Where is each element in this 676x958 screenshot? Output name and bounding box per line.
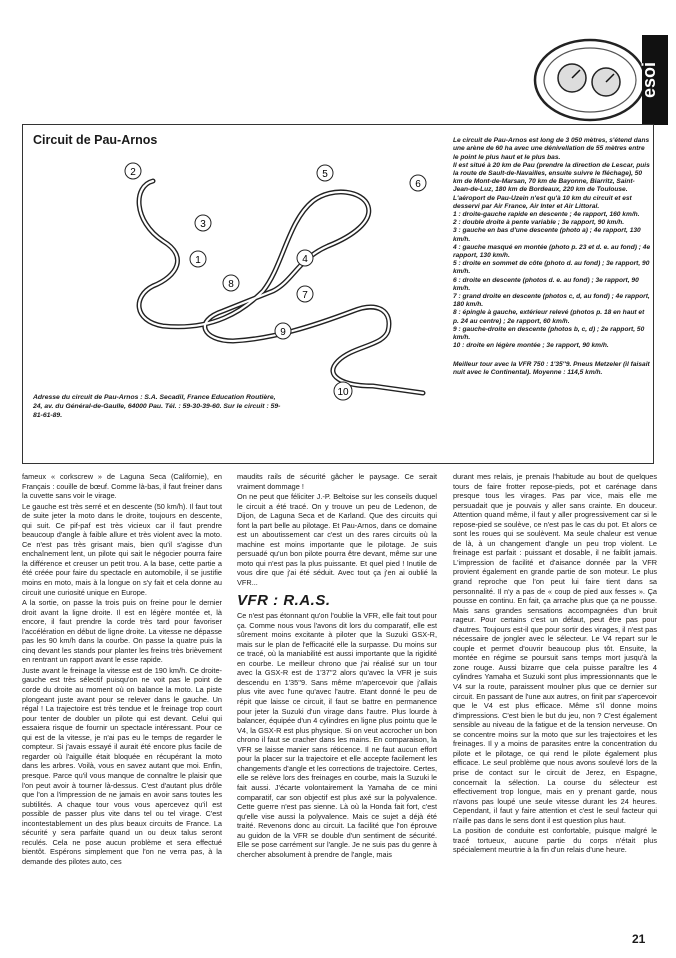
turn-marker-2	[125, 163, 141, 179]
page-number: 21	[632, 932, 646, 946]
svg-text:4: 4	[302, 254, 308, 265]
turn-marker-6	[410, 175, 426, 191]
paragraph: La position de conduite est confortable, puisque malgré le tracé tortueux, aucune partie du corps n'était plus spécialement meurtrie à la fin d'un relais d'une heure.	[453, 826, 657, 855]
turn-marker-4	[297, 250, 313, 266]
turn-marker-3	[195, 215, 211, 231]
logo-text: esoi	[639, 61, 659, 99]
turn-marker-1	[190, 251, 206, 267]
track-map	[93, 161, 463, 411]
turn-marker-7	[297, 286, 313, 302]
svg-text:2: 2	[130, 167, 136, 178]
best-lap: Meilleur tour avec la VFR 750 : 1'35''9. Pneus Metzeler (il faisait nuit avec le Continental). Moyenne : 114,5 km/h.	[453, 360, 650, 376]
svg-text:3: 3	[200, 219, 206, 230]
turn-marker-8	[223, 275, 239, 291]
svg-text:8: 8	[228, 279, 234, 290]
turn-marker-5	[317, 165, 333, 181]
svg-text:6: 6	[415, 179, 421, 190]
svg-text:1: 1	[195, 255, 201, 266]
svg-text:9: 9	[280, 327, 286, 338]
circuit-address: Adresse du circuit de Pau-Arnos : S.A. Secadil, France Education Routière, 24, av. du Général-de-Gaulle, 64000 Pau. Tél. : 59-30-39-60. Sur le circuit : 59-81-61-89.	[33, 394, 281, 419]
paragraph: fameux « corkscrew » de Laguna Seca (Californie), en Français : couille de bœuf. Comme là-bas, il faut freiner dans la cuvette sans voir le virage.	[22, 472, 222, 501]
turn-marker-9	[275, 323, 291, 339]
paragraph: Ce n'est pas étonnant qu'on l'oublie la VFR, elle fait tout pour ça. Comme nous vous l'avons dit lors du comparatif, elle est sûrement moins excitante à piloter que la Suzuki GSX-R, mais sur le plan de l'efficacité elle la surpasse. Du moins sur ce tracé, où la maniabilité est aussi importante que la rigidité en courbe. Le meilleur chrono que j'ai réalisé sur un tour avec la GSX-R est de 1'37''2 alors qu'avec la VFR je suis descendu en 1'35''9. Sans même m'apercevoir que j'allais plus vite avec l'une qu'avec l'autre. Etant donné le peu de répit que laisse ce circuit, il faut se battre en permanence pour jeter la Suzuki d'un virage dans l'autre. Plus lourde à balancer, équipée d'un 4 cylindres en ligne plus pointu que le V4, la GSX-R est plus physique. Si on veut accrocher un bon chrono il faut se cracher dans les mains. En comparaison, la VFR se laisse manier sans réticence. Il ne faut aucun effort pour la placer sur la trajectoire et elle accepte facilement les changements d'angle et les corrections de trajectoire. Certes, elle se relève lors des freinages en courbe, mais la Suzuki le fait aussi. J'écarte volontairement la Yamaha de ce mini comparatif, car son objectif est plus axé sur la polyvalence. Cette guerre n'est pas sienne. Là où la Honda fait fort, c'est qu'elle vise aussi la polyvalence. Mais ce sujet a déjà été traité. Revenons donc au circuit. La facilité que l'on éprouve au guidon de la VFR se double d'un sentiment de sécurité. Elle se pose carrément sur l'angle. Je ne suis pas du genre à chercher absolument à prendre de l'angle, mais	[237, 611, 437, 859]
paragraph: A la sortie, on passe la trois puis on freine pour le dernier droit avant la ligne droite. Il est en légère montée et, là encore, il faut prendre la corde très tard pour favoriser l'accélération en début de ligne droite. La vitesse ne dépasse pas les 90 km/h dans la courbe. On passe la quatre puis la cinq devant les stands pour planter les freins très brièvement en rentrant un rapport avant le esse rapide.	[22, 598, 222, 665]
article-column-3	[453, 472, 657, 856]
paragraph: On ne peut que féliciter J.-P. Beltoise sur les conseils duquel le circuit a été tracé. On y trouve un peu de Ledenon, de Dijon, de Laguna Seca et de Karland. Que des circuits qui font la part belle au pilotage. Et Pau-Arnos, dans ce domaine est un aboutissement car c'est un des rares circuits où la machine est moins importante que le pilotage. Je suis persuadé qu'un bon pilote pourra être devant, même sur une moto qui n'est pas la plus puissante. Et quel pied ! Inutile de vous dire que j'ai été séduit. Avec tout ça j'en ai oublié la VFR...	[237, 492, 437, 588]
section-title: VFR : R.A.S.	[237, 591, 331, 609]
paragraph: Le gauche est très serré et en descente (50 km/h). Il faut tout de suite jeter la moto dans le droite, toujours en descente, qui suit. Ce pif-paf est très vicieux car il faut prendre beaucoup d'angle à faible allure et très violent avec la moto. Ce n'est pas très grisant mais, bien qu'il s'agisse d'un enchaînement lent, un pilote qui sait le négocier pourra faire la différence et creuser un petit trou. A la base, cette partie a été créée pour faire du spectacle en automobile, il se justifie moins en moto, mais à la longue on s'y fait et cela donne au circuit une curiosité unique en Europe.	[22, 501, 222, 597]
paragraph: maudits rails de sécurité gâcher le paysage. Ce serait vraiment dommage !	[237, 472, 437, 491]
article-column-1	[22, 472, 222, 867]
gauge-photo-icon	[520, 30, 670, 130]
magazine-logo	[520, 30, 670, 130]
svg-text:10: 10	[337, 387, 349, 398]
turn-marker-10	[334, 382, 352, 400]
article-column-2	[237, 472, 437, 860]
circuit-title: Circuit de Pau-Arnos	[33, 133, 158, 147]
paragraph: Juste avant le freinage la vitesse est de 190 km/h. Ce droite-gauche est très sélectif puisqu'on ne voit pas le point de corde du droite au moment où on balance la moto. La piste plongeant juste avant pour se relever dans le gauche. Un régal ! La trajectoire est très tendue et le freinage trop court pour tenter de doubler un pilote qui est devant. Celui qui essaiera risque de fournir un spectacle intéressant. Pour ce qui est de la vitesse, je n'ai pas eu le temps de regarder le compteur. Si j'avais essayé il aurait été encore plus facile de regarder où l'aiguille était bloquée en récupérant la moto dans les arbres. Voilà, vous en savez autant que moi. Enfin, presque. Parce qu'il vous manque de connaître le plaisir que l'on peut avoir à tourner là-dessus. C'est d'autant plus drôle que l'on a l'impression de ne jamais en avoir sans toutes les subtilités. A chaque tour vous vous apercevez qu'il est possible de passer plus vite dans tel ou tel virage. C'est incontestablement un des plus beaux circuits de France. La sécurité y sera parfaite quand un ou deux talus seront reculés. Cela ne pose aucun problème et sera effectué bientôt. Espérons simplement que l'on ne verra pas, à la demande des pilotes auto, ces	[22, 665, 222, 866]
svg-text:7: 7	[302, 290, 308, 301]
circuit-panel	[22, 124, 654, 464]
svg-text:5: 5	[322, 169, 328, 180]
circuit-description: Le circuit de Pau-Arnos est long de 3 050 mètres, s'étend dans une arène de 60 ha avec une dénivellation de 55 mètres entre le point le plus haut et le plus bas. Il est situé à 20 km de Pau (prendre la direction de Lescar, puis la route de Sault-de-Navailles, ensuite suivre le fléchage), 50 km de Mont-de-Marsan, 70 km de Bayonne, Biarritz, Saint-Jean-de-Luz, 180 km de Bordeaux, 220 km de Toulouse. L'aéroport de Pau-Uzein n'est qu'à 10 km du circuit et est desservi par Air France, Air Inter et Air Littoral. 1 : droite-gauche rapide en descente ; 4e rapport, 160 km/h. 2 : double droite à pente variable ; 3e rapport, 90 km/h. 3 : gauche en bas d'une descente (photo a) ; 4e rapport, 130 km/h. 4 : gauche masqué en montée (photo p. 23 et d. e. au fond) ; 4e rapport, 130 km/h. 5 : droite en sommet de côte (photo d. au fond) ; 3e rapport, 90 km/h. 6 : droite en descente (photos d. e. au fond) ; 3e rapport, 90 km/h. 7 : grand droite en descente (photos c, d, au fond) ; 4e rapport, 180 km/h. 8 : épingle à gauche, extérieur relevé (photos p. 18 en haut et p. 24 au centre) ; 2e rapport, 60 km/h. 9 : gauche-droite en descente (photos b, c, d) ; 2e rapport, 50 km/h. 10 : droite en légère montée ; 3e rapport, 90 km/h.	[453, 137, 651, 350]
circuit-info	[453, 129, 651, 385]
paragraph: durant mes relais, je prenais l'habitude au bout de quelques tours de faire frotter repose-pieds, pot et carénage dans presque tous les virages. Pas par vice, mais elle me persuadait que je pouvais y aller sans crainte. En douceur. Attention quand même, il faut y aller progressivement car si le repose-pied se soulève, ce n'est pas le cas du pot. Et alors ce sont les roues qui se soulèvent. Ma seule chaleur est venue de là, à un changement d'angle un peu trop violent. Le freinage est parfait : puissant et dosable, il ne faiblit jamais. L'impression de facilité et d'aisance donnée par la VFR provient également en grande partie de son moteur. Le plus grand reproche que l'on peut lui faire tient dans sa personnalité. Il n'y a pas de « coup de pied aux fesses ». Ça pousse en continu. En fait, ça arrache plus que ça ne pousse. Mais sans grandes sensations accompagnées d'un bruit rageur. Pour certains c'est un défaut, peut être pas pour d'autres. Toujours est-il que pour sortir des virages, il n'est pas nécessaire de jongler avec le sélecteur. Le V4 repart sur le couple et permet d'ouvrir beaucoup plus tôt. Ensuite, la montée en régime se poursuit sans temps mort jusqu'à la zone rouge. Aussi bizarre que cela puisse paraître les 4 cylindres Yamaha et Suzuki sont plus impressionnants que le V4 sur la route, paraissent moulner plus que ce dernier sur circuit. En passant de l'une aux autres, on finit par s'apercevoir que le V4 est plus efficace. Même s'il donne moins d'impressions. C'est bien le but du jeu, non ? C'est également sensible au niveau de la fatigue et de la tension nerveuse. On se concentre moins sur la moto que sur les trajectoires et les freinages. Il y a moins de parasites entre la concentration du pilote et le pilotage, ce qui rend le pilote également plus efficace. Le seul problème que nous avons soulevé lors de la prise de contact sur le circuit de Jerez, en Espagne, concernait la sélection. La course du sélecteur est effectivement trop longue, mais en y prenant garde, nous n'avons pas loupé une seule vitesse durant les 24 heures. Cependant, il faut y faire attention et c'est le seul facteur qui n'aille pas dans le sens dont il est question plus haut.	[453, 472, 657, 825]
